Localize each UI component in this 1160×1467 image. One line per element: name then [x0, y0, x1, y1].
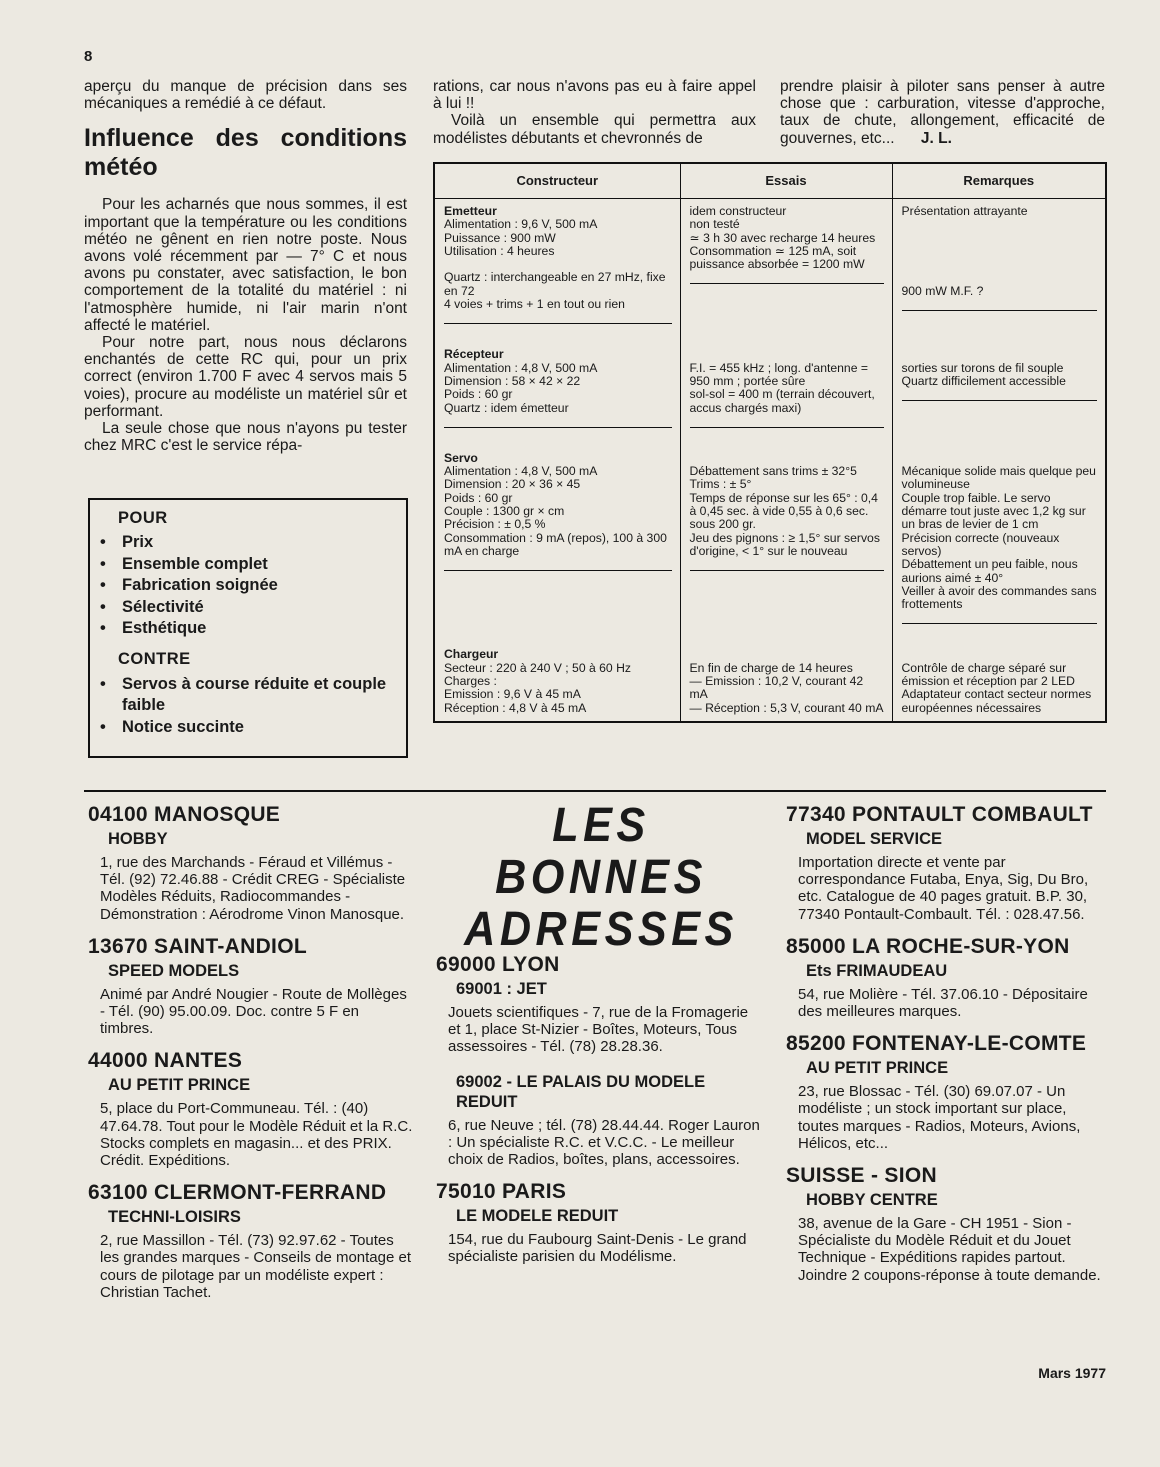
address-city: 44000 NANTES	[88, 1049, 243, 1073]
test-line: Trims : ± 5°	[689, 477, 752, 492]
address-entry	[436, 1180, 761, 1265]
address-details: 2, rue Massillon - Tél. (73) 92.97.62 - Toutes les grandes marques - Conseils de montage et cours de pilotage par un modéliste expert : Christian Tachet.	[100, 1232, 412, 1301]
pros-title: POUR	[118, 509, 168, 527]
address-entry	[786, 1032, 1108, 1152]
cell-constructeur	[434, 199, 680, 341]
table-header-row	[434, 163, 1106, 199]
address-entry	[88, 1049, 413, 1169]
address-city: 13670 SAINT-ANDIOL	[88, 934, 307, 958]
test-line: Débattement sans trims ± 32°5	[689, 464, 857, 479]
remark-line: sorties sur torons de fil souple	[901, 360, 1064, 375]
address-city: 04100 MANOSQUE	[88, 803, 281, 826]
article-paragraph: Pour notre part, nous nous déclarons enchantés de cette RC qui, pour un prix correct (environ 1.700 F avec 4 servos mais 5 voies), procure au modéliste un matériel sûr et performant.	[84, 334, 407, 420]
address-entry	[786, 935, 1108, 1020]
address-city: 63100 CLERMONT-FERRAND	[88, 1181, 387, 1205]
addresses-title-line-2: ADRESSES	[464, 903, 738, 956]
address-details: Jouets scientifiques - 7, rue de la Fromagerie et 1, place St-Nizier - Boîtes, Moteurs, Tous assessoires - Tél. (78) 28.28.36.	[448, 1004, 749, 1056]
remark-line: Contrôle de charge séparé sur émission et réception par 2 LED	[901, 660, 1075, 689]
pro-item: • Sélectivité	[118, 597, 394, 618]
cell-remarques	[892, 640, 1106, 721]
article-intro: aperçu du manque de précision dans ses mécaniques a remédié à ce défaut.	[84, 78, 407, 113]
spec-line: Utilisation : 4 heures	[444, 243, 555, 258]
cell-constructeur	[434, 640, 680, 721]
remark-line: Mécanique solide mais quelque peu volumineuse	[901, 464, 1096, 492]
spec-line: Puissance : 900 mW	[444, 230, 556, 245]
test-line: ≃ 3 h 30 avec recharge 14 heures	[689, 230, 876, 245]
address-details: 38, avenue de la Gare - CH 1951 - Sion - Spécialiste du Modèle Réduit et du Jouet Technique - Expéditions rapides partout. Joindre 2 coupons-réponse à toute demande.	[798, 1215, 1101, 1284]
address-entry	[88, 1181, 413, 1301]
cell-essais	[680, 340, 892, 443]
remark-line	[902, 232, 1098, 245]
spec-line: Alimentation : 4,8 V, 500 mA	[444, 464, 598, 479]
address-details: Animé par André Nougier - Route de Mollèges - Tél. (90) 95.00.09. Doc. contre 5 F en timbres.	[100, 985, 407, 1038]
test-line: Consommation ≃ 125 mA, soit puissance absorbée = 1200 mW	[689, 243, 865, 272]
section-heading: Influence des conditions météo	[84, 124, 407, 182]
remark-line: Présentation attrayante	[901, 204, 1028, 218]
address-shop-name: MODEL SERVICE	[806, 830, 943, 848]
spec-line: Précision : ± 0,5 %	[444, 517, 546, 532]
address-entry	[436, 953, 761, 1056]
address-entry	[88, 803, 413, 923]
spec-line: Quartz : idem émetteur	[444, 400, 569, 415]
addresses-right-column	[786, 803, 1108, 1296]
cell-essais	[680, 199, 892, 341]
addresses-middle-column	[436, 953, 761, 1278]
column-header-essais: Essais	[680, 163, 892, 199]
address-entry	[436, 1072, 761, 1169]
pro-item: • Ensemble complet	[118, 554, 394, 575]
addresses-left-column	[88, 803, 413, 1313]
address-entry	[786, 803, 1108, 923]
address-details: 54, rue Molière - Tél. 37.06.10 - Dépositaire des meilleures marques.	[798, 985, 1088, 1021]
test-line: Temps de réponse sur les 65° : 0,4 à 0,45 sec. à vide 0,55 à 0,6 sec. sous 200 gr.	[689, 490, 878, 532]
spec-line: Charges :	[444, 674, 497, 689]
article-paragraph: La seule chose que nous n'ayons pu tester chez MRC c'est le service répa-	[84, 420, 407, 455]
test-line: F.I. = 455 kHz ; long. d'antenne = 950 mm ; portée sûre	[689, 360, 868, 388]
section-divider	[84, 790, 1106, 792]
address-city: 85200 FONTENAY-LE-COMTE	[786, 1032, 1087, 1056]
spec-line: Dimension : 58 × 42 × 22	[444, 373, 581, 388]
pro-item: • Prix	[118, 532, 394, 553]
address-details: 23, rue Blossac - Tél. (30) 69.07.07 - Un modéliste ; un stock important sur place, toutes marques - Radios, Moteurs, Avions, Hélicos, etc...	[798, 1083, 1081, 1152]
table-row	[434, 640, 1106, 721]
pro-item: • Fabrication soignée	[118, 575, 394, 596]
spec-line: Quartz : interchangeable en 27 mHz, fixe en 72	[444, 270, 666, 298]
cell-remarques	[892, 199, 1106, 341]
author-signoff: J. L.	[920, 129, 952, 147]
remark-line: Veiller à avoir des commandes sans frottements	[901, 583, 1097, 612]
address-shop-name: SPEED MODELS	[108, 961, 240, 980]
page-number: 8	[84, 48, 93, 65]
address-city: 77340 PONTAULT COMBAULT	[786, 803, 1093, 826]
article-paragraph: Pour les acharnés que nous sommes, il est important que la température ou les conditions météo ne gênent en rien notre poste. Nous avons volé récemment par — 7° C et nous avons pu constater, avec satisfaction, le bon comportement de la totalité du matériel : ni l'atmosphère humide, ni l'air marin n'ont affecté le matériel.	[84, 196, 407, 334]
remark-line: Adaptateur contact secteur normes européennes nécessaires	[901, 687, 1092, 715]
spec-line: Dimension : 20 × 36 × 45	[444, 477, 581, 492]
spec-line: Couple : 1300 gr × cm	[444, 504, 565, 519]
article-paragraph: Voilà un ensemble qui permettra aux modélistes débutants et chevronnés de	[433, 112, 756, 147]
remark-line: Précision correcte (nouveaux servos)	[901, 530, 1060, 558]
address-details: 1, rue des Marchands - Féraud et Villémus - Tél. (92) 72.46.88 - Crédit CREG - Spécialiste Modèles Réduits, Radiocommandes - Démonstration : Aérodrome Vinon Manosque.	[100, 854, 406, 923]
issue-date: Mars 1977	[1038, 1365, 1106, 1381]
spec-line	[444, 258, 672, 271]
address-shop-name: HOBBY CENTRE	[806, 1191, 938, 1210]
cell-constructeur	[434, 340, 680, 443]
remark-line	[902, 245, 1098, 258]
address-city: 85000 LA ROCHE-SUR-YON	[786, 934, 1070, 958]
article-paragraph: rations, car nous n'avons pas eu à faire appel à lui !!	[433, 78, 756, 113]
component-title: Chargeur	[444, 647, 499, 662]
address-shop-name: 69002 - LE PALAIS DU MODELE REDUIT	[456, 1072, 706, 1111]
address-shop-name: LE MODELE REDUIT	[456, 1207, 619, 1226]
address-city: 75010 PARIS	[436, 1180, 567, 1204]
address-city: SUISSE - SION	[786, 1164, 937, 1188]
cons-list	[118, 674, 394, 738]
remark-line	[902, 271, 1098, 284]
remark-line: 900 mW M.F. ?	[901, 283, 984, 298]
address-details: 154, rue du Faubourg Saint-Denis - Le grand spécialiste parisien du Modélisme.	[448, 1231, 747, 1266]
spec-line: Réception : 4,8 V à 45 mA	[444, 700, 587, 715]
spec-line: Secteur : 220 à 240 V ; 50 à 60 Hz	[444, 660, 631, 675]
article-column-2	[433, 78, 756, 147]
specifications-table	[433, 162, 1107, 723]
test-line: sol-sol = 400 m (terrain découvert, accus chargés maxi)	[689, 387, 875, 415]
address-shop-name: Ets FRIMAUDEAU	[806, 961, 948, 980]
component-title: Servo	[444, 450, 478, 465]
cell-constructeur	[434, 444, 680, 641]
address-entry	[786, 1164, 1108, 1284]
pro-item: • Esthétique	[118, 618, 394, 639]
spec-line: Emission : 9,6 V à 45 mA	[444, 687, 581, 702]
address-details: Importation directe et vente par correspondance Futaba, Enya, Sig, Du Bro, etc. Catalogue de 40 pages gratuit. B.P. 30, 77340 Pontault-Combault. Tél. : 028.47.56.	[798, 854, 1089, 923]
remark-line	[902, 258, 1098, 271]
spec-line: Alimentation : 4,8 V, 500 mA	[444, 360, 598, 375]
table-row	[434, 444, 1106, 641]
remark-line	[902, 218, 1098, 231]
spec-line: Alimentation : 9,6 V, 500 mA	[444, 217, 598, 232]
spec-line: Poids : 60 gr	[444, 387, 513, 402]
address-shop-name: AU PETIT PRINCE	[806, 1059, 949, 1078]
address-city: 69000 LYON	[436, 953, 560, 976]
table-row	[434, 199, 1106, 341]
cons-title: CONTRE	[118, 650, 191, 669]
test-line: — Réception : 5,3 V, courant 40 mA	[689, 700, 884, 715]
pros-list	[118, 532, 394, 639]
article-paragraph: prendre plaisir à piloter sans penser à autre chose que : carburation, vitesse d'approche, taux de chute, allongement, efficacité de gouvernes, etc... J. L.	[780, 78, 1105, 147]
cell-essais	[680, 444, 892, 641]
remark-line: Couple trop faible. Le servo démarre tout juste avec 1,2 kg sur un bras de levier de 1 cm	[901, 490, 1086, 532]
cell-remarques	[892, 444, 1106, 641]
cell-remarques	[892, 340, 1106, 443]
con-item: • Notice succinte	[118, 717, 394, 738]
table-row	[434, 340, 1106, 443]
addresses-title	[436, 800, 766, 956]
spec-line: Consommation : 9 mA (repos), 100 à 300 mA en charge	[444, 530, 667, 558]
address-shop-name: AU PETIT PRINCE	[108, 1076, 251, 1095]
test-line: En fin de charge de 14 heures	[689, 660, 853, 675]
article-column-3	[780, 78, 1105, 147]
spec-line: 4 voies + trims + 1 en tout ou rien	[444, 297, 625, 312]
remark-line: Débattement un peu faible, nous aurions aimé ± 40°	[901, 557, 1078, 585]
address-entry	[88, 935, 413, 1038]
test-line: non testé	[689, 217, 740, 232]
address-shop-name: HOBBY	[108, 830, 168, 848]
address-shop-name: TECHNI-LOISIRS	[108, 1208, 241, 1227]
test-line: Jeu des pignons : ≥ 1,5° sur servos d'origine, < 1° sur le nouveau	[689, 530, 880, 558]
test-line: — Emission : 10,2 V, courant 42 mA	[689, 674, 864, 702]
column-header-constructeur: Constructeur	[434, 163, 680, 199]
address-details: 6, rue Neuve ; tél. (78) 28.44.44. Roger Lauron : Un spécialiste R.C. et V.C.C. - Le meilleur choix de Radios, boîtes, plans, accessoires.	[448, 1116, 760, 1169]
con-item: • Servos à course réduite et couple faible	[118, 674, 394, 717]
cell-essais	[680, 640, 892, 721]
address-details: 5, place du Port-Communeau. Tél. : (40) 47.64.78. Tout pour le Modèle Réduit et la R.C. Stocks complets en magasin... et des PRIX. Crédit. Expéditions.	[100, 1100, 413, 1170]
spec-line: Poids : 60 gr	[444, 490, 513, 505]
article-column-1	[84, 78, 407, 454]
pros-cons-box	[88, 498, 408, 758]
remark-line: Quartz difficilement accessible	[901, 373, 1066, 388]
column-header-remarques: Remarques	[892, 163, 1106, 199]
component-title: Emetteur	[444, 204, 497, 218]
component-title: Récepteur	[444, 347, 504, 362]
address-shop-name: 69001 : JET	[456, 980, 547, 998]
addresses-title-line-1: LES BONNES	[495, 799, 707, 904]
test-line: idem constructeur	[689, 204, 787, 218]
